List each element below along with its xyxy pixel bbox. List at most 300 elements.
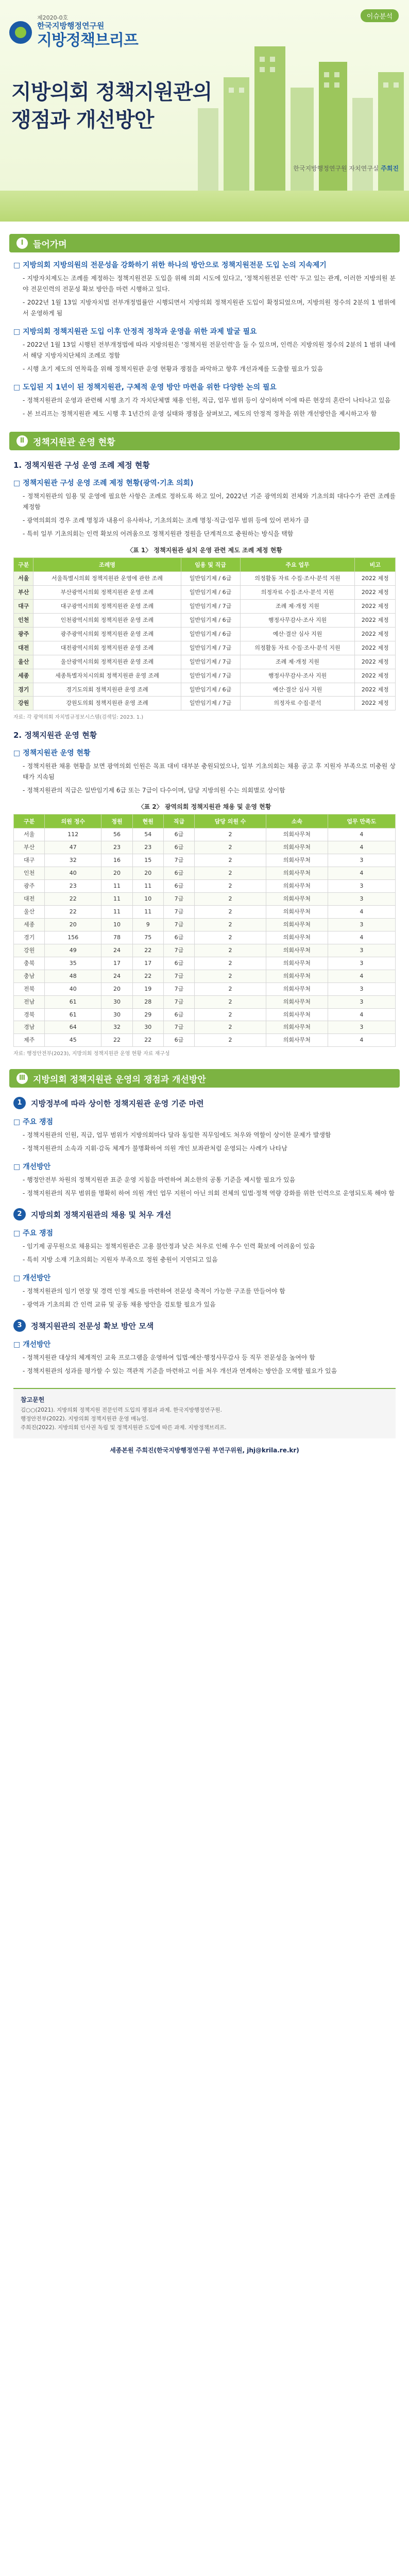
author-name: 주희진 (381, 165, 399, 172)
section-3-number: Ⅲ (16, 1073, 28, 1084)
table-cell: 행정사무감사·조사 지원 (240, 613, 355, 627)
issue-heading-1 (13, 1097, 396, 1109)
table-cell: 의정활동 자료 수집·조사·분석 지원 (240, 572, 355, 586)
table-row (14, 880, 396, 893)
title-line-2: 쟁점과 개선방안 (11, 108, 154, 132)
staffing-table (13, 814, 396, 1047)
subheading: 1. 정책지원관 구성 운영 조례 제정 현황 (13, 461, 150, 470)
table-cell: 일반임기제 / 6급 (181, 572, 240, 586)
table-body (14, 572, 396, 710)
table-cell: 11 (132, 906, 163, 919)
table-cell: 3 (328, 995, 395, 1008)
city-skyline-illustration (188, 15, 409, 201)
table-row (14, 683, 396, 697)
table-cell: 의회사무처 (266, 982, 328, 995)
table-cell: 2022 제정 (355, 572, 396, 586)
table-cell: 울산 (14, 906, 45, 919)
section-1-title: 들어가며 (33, 239, 67, 250)
table-cell: 6급 (163, 1008, 194, 1021)
column-header: 업무 만족도 (328, 815, 395, 828)
table-cell: 대구 (14, 599, 33, 613)
table-cell: 세종 (14, 669, 33, 683)
issue-number: 제2020-0호 (37, 14, 69, 21)
table-row (14, 1021, 396, 1034)
table-cell: 의회사무처 (266, 841, 328, 854)
table-cell: 75 (132, 931, 163, 944)
reference-item: 주희진(2022). 지방의회 인사권 독립 및 정책지원관 도입에 따른 과제. 지방정책브리프. (21, 1424, 227, 1431)
table-row (14, 1008, 396, 1021)
table-cell: 일반임기제 / 6급 (181, 627, 240, 641)
table-row (14, 944, 396, 957)
table-cell: 78 (101, 931, 132, 944)
table-cell: 28 (132, 995, 163, 1008)
table-row (14, 995, 396, 1008)
table-cell: 의회사무처 (266, 1021, 328, 1034)
lead-item: □ 개선방안 (13, 1273, 396, 1283)
reference-item: 행정안전부(2022). 지방의회 정책지원관 운영 매뉴얼. (21, 1416, 148, 1422)
section-1-number: Ⅰ (16, 238, 28, 249)
table-row (14, 841, 396, 854)
table-cell: 의정자료 수집·조사·분석 지원 (240, 585, 355, 599)
table-cell: 2 (195, 1034, 266, 1047)
issue-number-badge: 3 (13, 1319, 26, 1332)
paragraph: - 정책지원관 대상의 체계적인 교육 프로그램을 운영하여 입법·예산·행정사무감사 등 직무 전문성을 높여야 함 (23, 1352, 396, 1363)
table-cell: 32 (45, 854, 101, 867)
table-cell: 부산 (14, 841, 45, 854)
author-line (293, 164, 399, 173)
table-cell: 3 (328, 880, 395, 893)
table-cell: 17 (101, 957, 132, 970)
table-cell: 4 (328, 1034, 395, 1047)
table-cell: 2 (195, 880, 266, 893)
table-cell: 40 (45, 867, 101, 880)
table-cell: 인천광역시의회 정책지원관 운영 조례 (33, 613, 181, 627)
table-cell: 2022 제정 (355, 627, 396, 641)
paragraph: - 지방자치제도는 조례를 제정하는 정책지원전문 도입을 위해 의회 시도에 있다고, '정책지원전문 인력' 두고 있는 관계, 이러한 지방의원 분야 전문인력의 전문성 확보 방안을 마련 시행하고 있다. (23, 273, 396, 295)
table-cell: 32 (101, 1021, 132, 1034)
table-cell: 156 (45, 931, 101, 944)
table-cell: 부산광역시의회 정책지원관 운영 조례 (33, 585, 181, 599)
table-cell: 24 (101, 944, 132, 957)
table-cell: 35 (45, 957, 101, 970)
paragraph: - 정책지원관의 소속과 지휘·감독 체계가 불명확하여 의원 개인 보좌관처럼 운영되는 사례가 나타남 (23, 1143, 396, 1154)
table-cell: 2022 제정 (355, 683, 396, 697)
table-cell: 112 (45, 828, 101, 841)
table-cell: 22 (45, 893, 101, 906)
table-cell: 4 (328, 867, 395, 880)
table-cell: 3 (328, 1021, 395, 1034)
table-cell: 6급 (163, 867, 194, 880)
table-cell: 세종 (14, 918, 45, 931)
table-cell: 20 (132, 867, 163, 880)
table-cell: 64 (45, 1021, 101, 1034)
paragraph: - 정책지원관의 임기 연장 및 경력 인정 제도를 마련하여 전문성 축적이 가능한 구조를 만들어야 함 (23, 1286, 396, 1297)
table-cell: 2022 제정 (355, 669, 396, 683)
table-cell: 54 (132, 828, 163, 841)
section-3-title: 지방의회 정책지원관 운영의 쟁점과 개선방안 (33, 1074, 206, 1085)
table-cell: 7급 (163, 970, 194, 982)
table-cell: 23 (101, 841, 132, 854)
table-2-caption: 〈표 2〉 광역의회 정책지원관 채용 및 운영 현황 (138, 803, 271, 811)
table-cell: 11 (132, 880, 163, 893)
table-cell: 2 (195, 867, 266, 880)
table-cell: 예산·결산 심사 지원 (240, 627, 355, 641)
table-cell: 9 (132, 918, 163, 931)
table-cell: 대구 (14, 854, 45, 867)
paragraph: - 시행 초기 제도의 연착륙을 위해 정책지원관 운영 현황과 쟁점을 파악하고 향후 개선과제를 도출할 필요가 있음 (23, 364, 396, 375)
krila-logo-icon (9, 21, 32, 44)
table-cell: 4 (328, 906, 395, 919)
table-cell: 의회사무처 (266, 854, 328, 867)
table-cell: 의정활동 자료 수집·조사·분석 지원 (240, 641, 355, 655)
table-cell: 6급 (163, 880, 194, 893)
paragraph: - 특히 일부 기초의회는 인력 확보의 어려움으로 정책지원관 정원을 단계적으로 충원하는 방식을 택함 (23, 529, 396, 539)
subheading: 2. 정책지원관 운영 현황 (13, 731, 97, 740)
table-cell: 2 (195, 906, 266, 919)
column-header: 조례명 (33, 558, 181, 572)
paragraph: - 정책지원관의 임용 및 운영에 필요한 사항은 조례로 정하도록 하고 있어, 2022년 기준 광역의회 전체와 기초의회 대다수가 관련 조례를 제정함 (23, 491, 396, 513)
table-header-row (14, 558, 396, 572)
section-1-header (9, 234, 400, 252)
issue-heading-3 (13, 1319, 396, 1332)
table-cell: 7급 (163, 893, 194, 906)
table-1-source: 자료: 각 광역의회 자치법규정보시스템(검색일: 2023. 1.) (13, 715, 144, 721)
column-header: 임용 및 직급 (181, 558, 240, 572)
table-cell: 일반임기제 / 6급 (181, 683, 240, 697)
table-cell: 전북 (14, 982, 45, 995)
table-cell: 48 (45, 970, 101, 982)
table-cell: 3 (328, 918, 395, 931)
table-cell: 서울특별시의회 정책지원관 운영에 관한 조례 (33, 572, 181, 586)
table-cell: 4 (328, 970, 395, 982)
table-cell: 대전광역시의회 정책지원관 운영 조례 (33, 641, 181, 655)
reference-item: 김○○(2021). 지방의회 정책지원 전문인력 도입의 쟁점과 과제. 한국지방행정연구원. (21, 1407, 222, 1414)
table-cell: 울산 (14, 655, 33, 669)
table-cell: 3 (328, 854, 395, 867)
table-row (14, 669, 396, 683)
table-cell: 일반임기제 / 7급 (181, 697, 240, 710)
table-cell: 2022 제정 (355, 655, 396, 669)
table-cell: 일반임기제 / 7급 (181, 641, 240, 655)
table-cell: 강원도의회 정책지원관 운영 조례 (33, 697, 181, 710)
table-cell: 29 (132, 1008, 163, 1021)
table-cell: 의회사무처 (266, 1034, 328, 1047)
table-cell: 7급 (163, 995, 194, 1008)
table-cell: 3 (328, 982, 395, 995)
table-cell: 대전 (14, 641, 33, 655)
paragraph: - 2022년 1월 13일 지방자치법 전부개정법률안 시행되면서 지방의회 정책지원관 도입이 확정되었으며, 지방의원 정수의 2분의 1 범위에서 운영하게 됨 (23, 297, 396, 319)
table-cell: 부산 (14, 585, 33, 599)
column-header: 주요 업무 (240, 558, 355, 572)
table-cell: 19 (132, 982, 163, 995)
table-cell: 2 (195, 944, 266, 957)
table-row (14, 655, 396, 669)
table-cell: 의회사무처 (266, 1008, 328, 1021)
table-cell: 의회사무처 (266, 828, 328, 841)
table-cell: 7급 (163, 918, 194, 931)
table-cell: 대구광역시의회 정책지원관 운영 조례 (33, 599, 181, 613)
table-cell: 세종특별자치시의회 정책지원관 운영 조례 (33, 669, 181, 683)
paragraph: - 임기제 공무원으로 채용되는 정책지원관은 고용 불안정과 낮은 처우로 인해 우수 인력 확보에 어려움이 있음 (23, 1241, 396, 1252)
table-cell: 47 (45, 841, 101, 854)
section-3-content (0, 1097, 409, 1377)
table-cell: 22 (132, 944, 163, 957)
table-cell: 일반임기제 / 7급 (181, 669, 240, 683)
references-box (13, 1388, 396, 1438)
table-row (14, 906, 396, 919)
table-cell: 광주 (14, 627, 33, 641)
table-cell: 의회사무처 (266, 931, 328, 944)
hero-header (0, 0, 409, 222)
table-cell: 61 (45, 1008, 101, 1021)
table-cell: 제주 (14, 1034, 45, 1047)
paragraph: - 2022년 1월 13일 시행된 전부개정법에 따라 지방의원은 '정책지원 전문인력'을 둘 수 있으며, 인력은 지방의원 정수의 2분의 1 범위 내에서 해당 지방자치단체의 조례로 정함 (23, 340, 396, 361)
table-cell: 20 (101, 867, 132, 880)
table-cell: 7급 (163, 944, 194, 957)
table-cell: 61 (45, 995, 101, 1008)
table-cell: 2 (195, 893, 266, 906)
table-cell: 2 (195, 854, 266, 867)
table-cell: 대전 (14, 893, 45, 906)
table-cell: 4 (328, 931, 395, 944)
title-line-1: 지방의회 정책지원관의 (11, 80, 212, 104)
table-cell: 의회사무처 (266, 944, 328, 957)
table-cell: 7급 (163, 982, 194, 995)
contact-line: 세종본원 주희진(한국지방행정연구원 부연구위원, jhj@krila.re.kr) (110, 1446, 299, 1454)
lead-item: □ 정책지원관 구성 운영 조례 제정 현황(광역·기초 의회) (13, 478, 396, 488)
table-cell: 22 (101, 1034, 132, 1047)
org-name: 한국지방행정연구원 (37, 21, 105, 31)
paragraph: - 본 브리프는 정책지원관 제도 시행 후 1년간의 운영 실태와 쟁점을 살펴보고, 제도의 안정적 정착을 위한 개선방안을 제시하고자 함 (23, 409, 396, 419)
paragraph: - 정책지원관의 직급은 일반임기제 6급 또는 7급이 다수이며, 담당 지방의원 수는 의회별로 상이함 (23, 785, 396, 796)
paragraph: - 특히 지방 소재 기초의회는 지원자 부족으로 정원 충원이 지연되고 있음 (23, 1255, 396, 1265)
table-cell: 20 (101, 982, 132, 995)
table-cell: 충남 (14, 970, 45, 982)
table-row (14, 1034, 396, 1047)
table-row (14, 613, 396, 627)
table-cell: 7급 (163, 854, 194, 867)
paragraph: - 광역과 기초의회 간 인력 교류 및 공동 채용 방안을 검토할 필요가 있음 (23, 1299, 396, 1310)
column-header: 현원 (132, 815, 163, 828)
table-cell: 2 (195, 957, 266, 970)
column-header: 비고 (355, 558, 396, 572)
table-row (14, 931, 396, 944)
table-cell: 인천 (14, 867, 45, 880)
paragraph: - 정책지원관의 인원, 직급, 업무 범위가 지방의회마다 달라 동일한 직무임에도 처우와 역할이 상이한 문제가 발생함 (23, 1130, 396, 1141)
table-cell: 7급 (163, 1021, 194, 1034)
table-cell: 충북 (14, 957, 45, 970)
table-row (14, 828, 396, 841)
section-3-header (9, 1069, 400, 1088)
table-cell: 6급 (163, 841, 194, 854)
table-cell: 10 (101, 918, 132, 931)
table-cell: 2022 제정 (355, 585, 396, 599)
table-cell: 3 (328, 944, 395, 957)
table-cell: 7급 (163, 906, 194, 919)
lead-item: □ 지방의회 정책지원관 도입 이후 안정적 정착과 운영을 위한 과제 발굴 필요 (13, 326, 396, 336)
lead-item: □ 주요 쟁점 (13, 1116, 396, 1127)
table-cell: 4 (328, 828, 395, 841)
column-header: 구분 (14, 815, 45, 828)
column-header: 소속 (266, 815, 328, 828)
section-2-number: Ⅱ (16, 435, 28, 447)
issue-title: 지방정부에 따라 상이한 정책지원관 운영 기준 마련 (31, 1098, 204, 1108)
table-cell: 15 (132, 854, 163, 867)
table-cell: 행정사무감사·조사 지원 (240, 669, 355, 683)
lead-item: □ 지방의회 지방의원의 전문성을 강화하기 위한 하나의 방안으로 정책지원전문 도입 논의 지속제기 (13, 260, 396, 270)
table-cell: 의회사무처 (266, 918, 328, 931)
table-cell: 10 (132, 893, 163, 906)
brand-logo (9, 14, 138, 50)
table-cell: 23 (132, 841, 163, 854)
table-cell: 강원 (14, 944, 45, 957)
table-cell: 2 (195, 931, 266, 944)
table-cell: 30 (132, 1021, 163, 1034)
table-cell: 2 (195, 982, 266, 995)
table-row (14, 627, 396, 641)
table-cell: 의회사무처 (266, 995, 328, 1008)
table-row (14, 893, 396, 906)
table-cell: 의회사무처 (266, 880, 328, 893)
table-row (14, 641, 396, 655)
table-cell: 조례 제·개정 지원 (240, 599, 355, 613)
paragraph: - 광역의회의 경우 조례 명칭과 내용이 유사하나, 기초의회는 조례 명칭·직급·업무 범위 등에 있어 편차가 큼 (23, 515, 396, 526)
table-cell: 예산·결산 심사 지원 (240, 683, 355, 697)
table-cell: 전남 (14, 995, 45, 1008)
table-row (14, 970, 396, 982)
table-cell: 경기 (14, 683, 33, 697)
section-2-title: 정책지원관 운영 현황 (33, 437, 115, 448)
issue-title: 정책지원관의 전문성 확보 방안 모색 (31, 1321, 154, 1331)
table-cell: 17 (132, 957, 163, 970)
table-cell: 일반임기제 / 7급 (181, 655, 240, 669)
table-row (14, 585, 396, 599)
references-title: 참고문헌 (21, 1396, 45, 1404)
table-cell: 2022 제정 (355, 613, 396, 627)
table-cell: 3 (328, 957, 395, 970)
table-cell: 23 (45, 880, 101, 893)
table-cell: 22 (132, 970, 163, 982)
table-cell: 의회사무처 (266, 970, 328, 982)
ordinance-table (13, 557, 396, 710)
issue-heading-2 (13, 1208, 396, 1221)
table-cell: 4 (328, 1008, 395, 1021)
table-cell: 20 (45, 918, 101, 931)
table-cell: 11 (101, 893, 132, 906)
table-cell: 2 (195, 828, 266, 841)
table-cell: 2 (195, 970, 266, 982)
table-1-caption: 〈표 1〉 정책지원관 설치 운영 관련 제도 조례 제정 현황 (127, 547, 282, 554)
table-cell: 2 (195, 841, 266, 854)
page-title (11, 78, 212, 134)
table-cell: 조례 제·개정 지원 (240, 655, 355, 669)
table-cell: 2 (195, 1021, 266, 1034)
author-org: 한국지방행정연구원 자치연구실 (293, 165, 379, 172)
table-cell: 광주광역시의회 정책지원관 운영 조례 (33, 627, 181, 641)
table-cell: 49 (45, 944, 101, 957)
lead-item: □ 도입된 지 1년이 된 정책지원관, 구체적 운영 방안 마련을 위한 다양한 논의 필요 (13, 382, 396, 392)
table-cell: 3 (328, 893, 395, 906)
table-cell: 의회사무처 (266, 893, 328, 906)
table-row (14, 599, 396, 613)
table-cell: 2022 제정 (355, 599, 396, 613)
table-cell: 일반임기제 / 7급 (181, 599, 240, 613)
lead-item: □ 주요 쟁점 (13, 1228, 396, 1238)
table-cell: 의회사무처 (266, 957, 328, 970)
table-cell: 2022 제정 (355, 641, 396, 655)
table-cell: 11 (101, 906, 132, 919)
table-row (14, 854, 396, 867)
lead-item: □ 개선방안 (13, 1339, 396, 1349)
table-row (14, 572, 396, 586)
table-cell: 인천 (14, 613, 33, 627)
table-cell: 30 (101, 995, 132, 1008)
lead-item: □ 개선방안 (13, 1161, 396, 1172)
table-cell: 6급 (163, 828, 194, 841)
paragraph: - 정책지원관의 직무 범위를 명확히 하여 의원 개인 업무 지원이 아닌 의회 전체의 입법·정책 역량 강화를 위한 인력으로 운영되도록 해야 함 (23, 1188, 396, 1199)
section-2-header (9, 432, 400, 450)
section-2-content (0, 460, 409, 1057)
table-cell: 16 (101, 854, 132, 867)
table-cell: 22 (132, 1034, 163, 1047)
publication-name: 지방정책브리프 (37, 31, 138, 50)
table-row (14, 918, 396, 931)
issue-number-badge: 2 (13, 1208, 26, 1221)
table-cell: 일반임기제 / 6급 (181, 613, 240, 627)
column-header: 직급 (163, 815, 194, 828)
table-cell: 의회사무처 (266, 906, 328, 919)
table-cell: 울산광역시의회 정책지원관 운영 조례 (33, 655, 181, 669)
table-cell: 2 (195, 995, 266, 1008)
paragraph: - 정책지원관의 운영과 관련해 시행 초기 각 자치단체별 채용 인원, 직급, 업무 범위 등이 상이하며 이에 따른 현장의 혼란이 나타나고 있음 (23, 395, 396, 406)
table-row (14, 957, 396, 970)
paragraph: - 정책지원관 채용 현황을 보면 광역의회 인원은 목표 대비 대부분 충원되었으나, 일부 기초의회는 채용 공고 후 지원자 부족으로 미충원 상태가 지속됨 (23, 761, 396, 783)
table-cell: 56 (101, 828, 132, 841)
column-header: 담당 의원 수 (195, 815, 266, 828)
table-cell: 경남 (14, 1021, 45, 1034)
table-cell: 22 (45, 906, 101, 919)
table-cell: 11 (101, 880, 132, 893)
paragraph: - 행정안전부 차원의 정책지원관 표준 운영 지침을 마련하여 최소한의 공통 기준을 제시할 필요가 있음 (23, 1175, 396, 1185)
issue-number-badge: 1 (13, 1097, 26, 1109)
table-cell: 6급 (163, 1034, 194, 1047)
table-cell: 강원 (14, 697, 33, 710)
lead-item: □ 정책지원관 운영 현황 (13, 748, 396, 758)
table-cell: 서울 (14, 572, 33, 586)
table-cell: 2 (195, 1008, 266, 1021)
table-cell: 2 (195, 918, 266, 931)
table-cell: 24 (101, 970, 132, 982)
table-header-row (14, 815, 396, 828)
table-row (14, 867, 396, 880)
table-cell: 서울 (14, 828, 45, 841)
column-header: 정원 (101, 815, 132, 828)
table-row (14, 982, 396, 995)
issue-title: 지방의회 정책지원관의 채용 및 처우 개선 (31, 1210, 172, 1219)
table-cell: 일반임기제 / 6급 (181, 585, 240, 599)
table-cell: 6급 (163, 931, 194, 944)
table-cell: 광주 (14, 880, 45, 893)
table-cell: 4 (328, 841, 395, 854)
table-cell: 경기 (14, 931, 45, 944)
category-badge: 이슈분석 (361, 9, 399, 22)
table-row (14, 697, 396, 710)
hero-grass-band (0, 191, 409, 222)
paragraph: - 정책지원관의 성과를 평가할 수 있는 객관적 기준을 마련하고 이를 처우 개선과 연계하는 방안을 모색할 필요가 있음 (23, 1366, 396, 1377)
table-cell: 30 (101, 1008, 132, 1021)
table-cell: 의회사무처 (266, 867, 328, 880)
table-cell: 45 (45, 1034, 101, 1047)
